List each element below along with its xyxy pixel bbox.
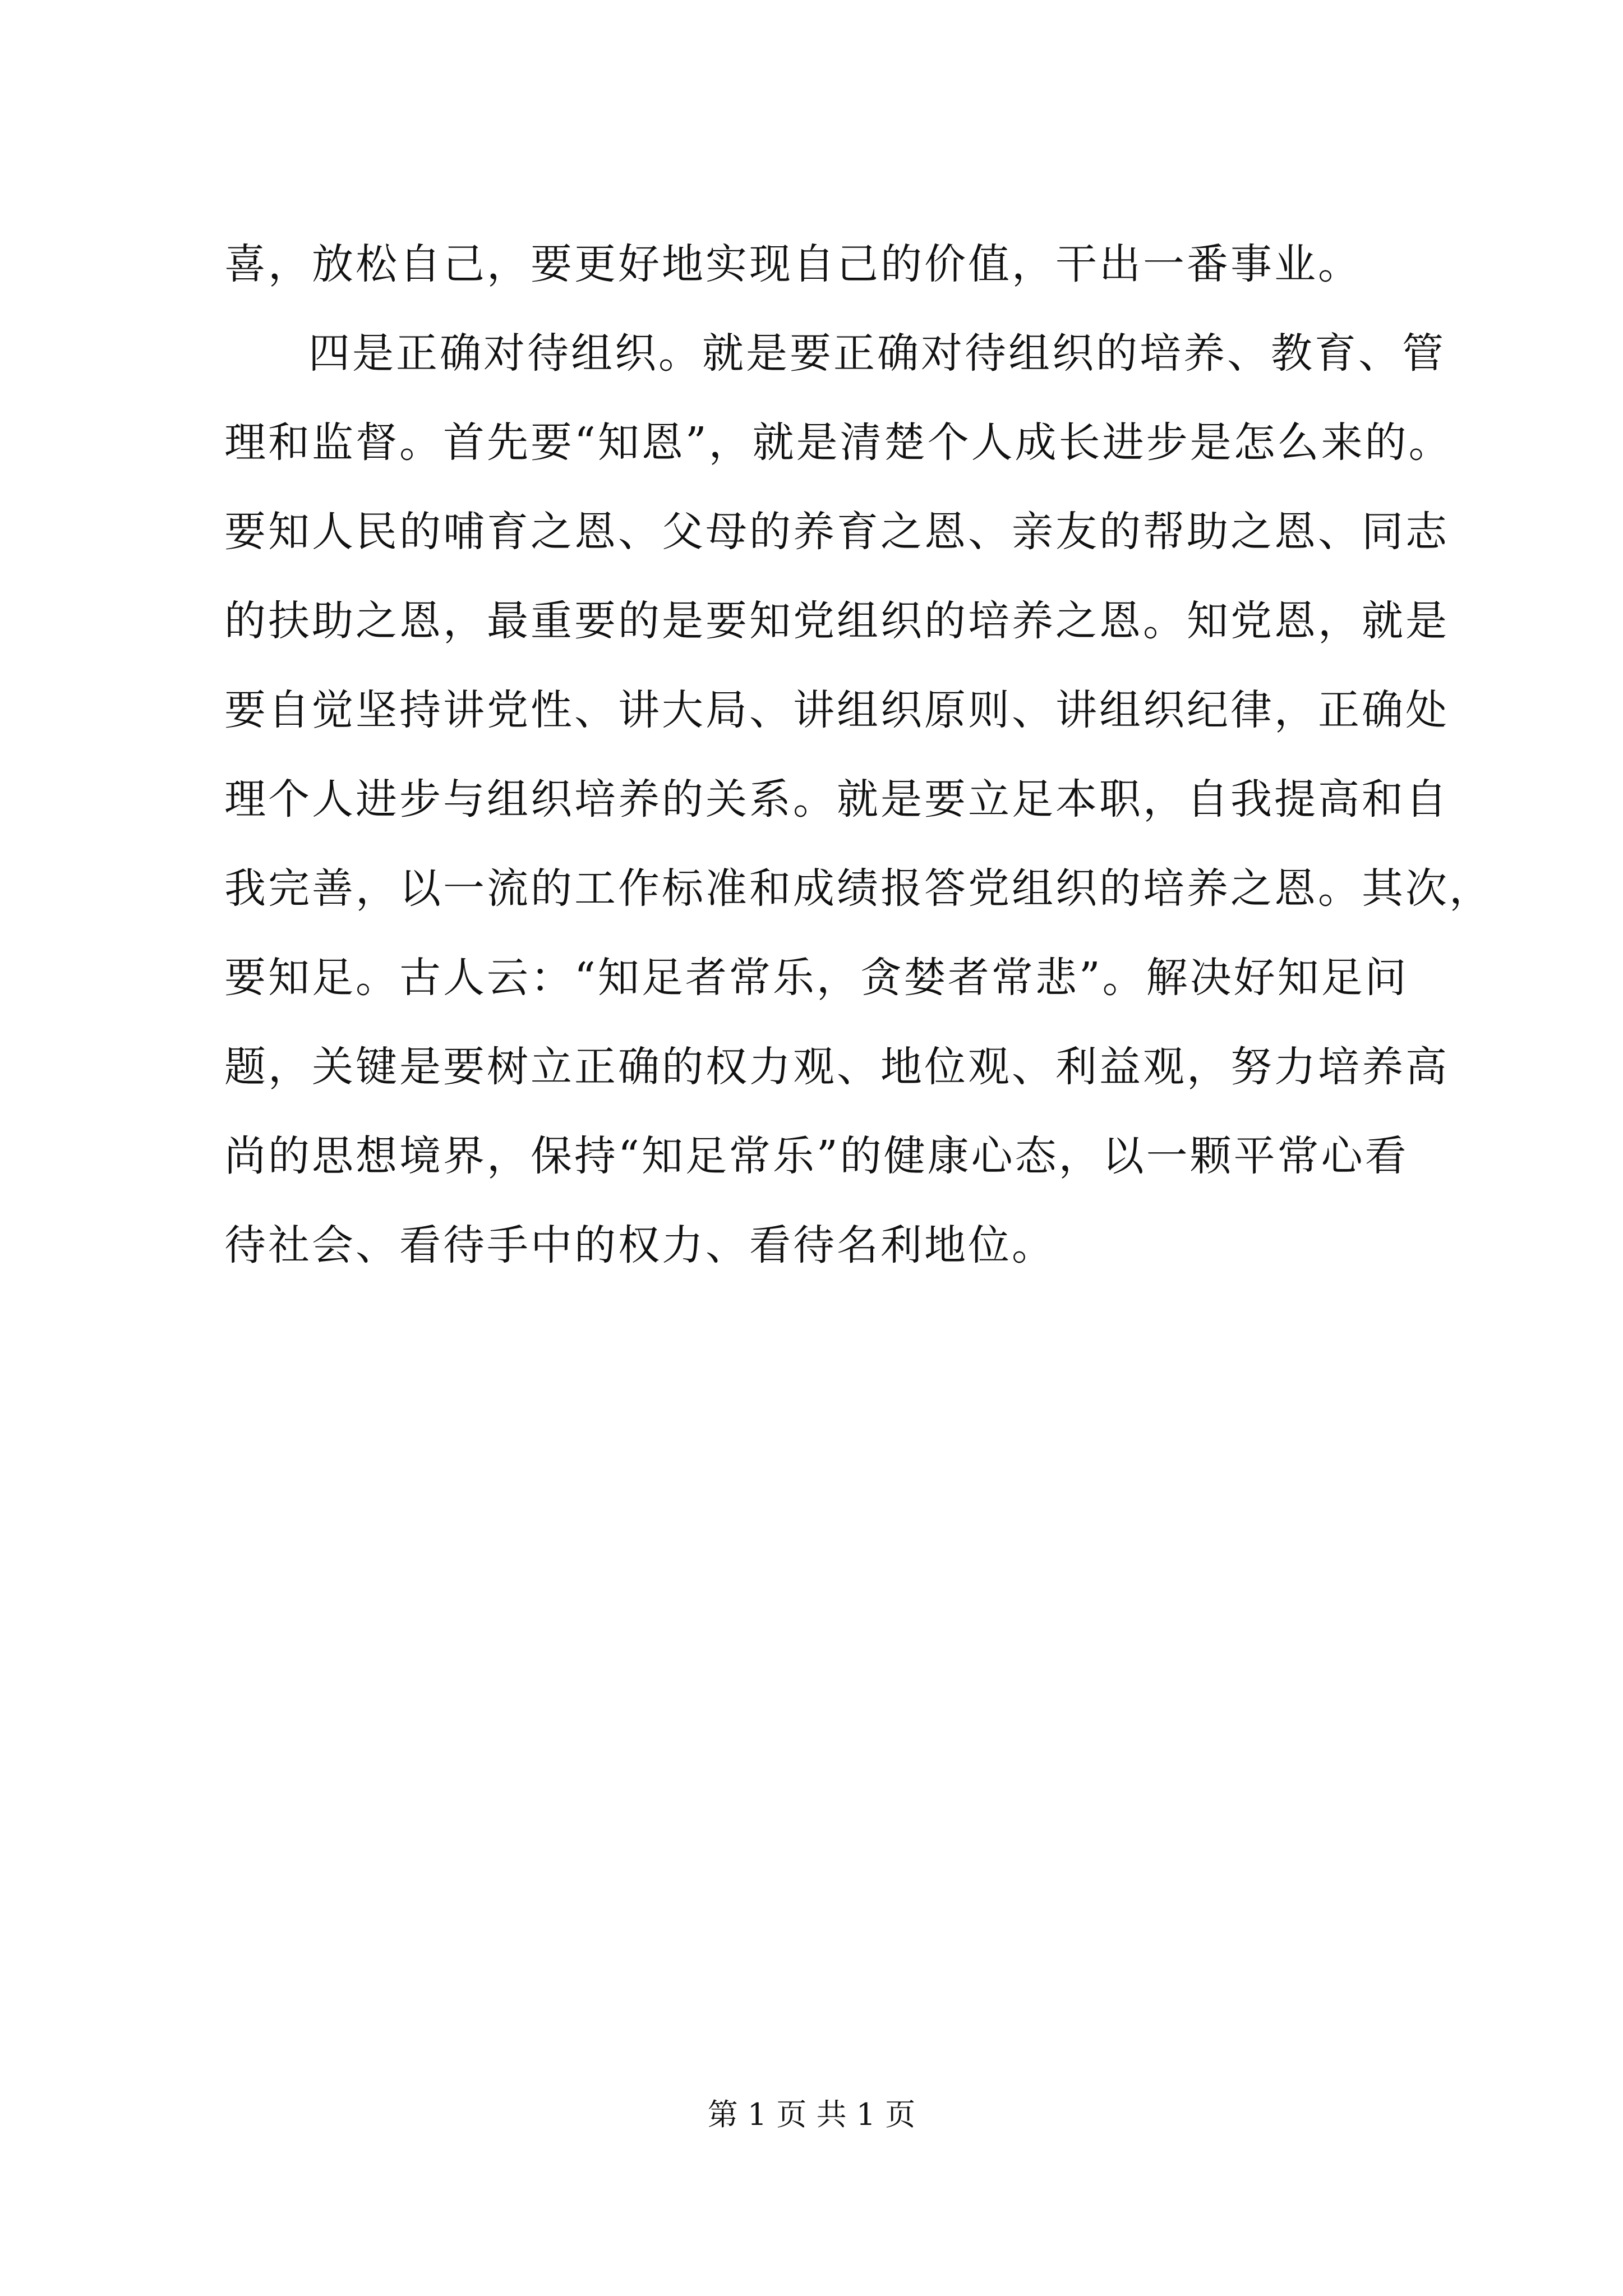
text-line: 尚的思想境界，保持“知足常乐”的健康心态，以一颗平常心看 [224, 1132, 1409, 1180]
text-line: 的扶助之恩，最重要的是要知党组织的培养之恩。知党恩，就是 [224, 597, 1449, 645]
body-text [224, 240, 1493, 1312]
text-line: 理个人进步与组织培养的关系。就是要立足本职，自我提高和自 [224, 775, 1449, 823]
text-line: 待社会、看待手中的权力、看待名利地位。 [224, 1221, 1055, 1269]
text-line: 理和监督。首先要“知恩”，就是清楚个人成长进步是怎么来的。 [224, 418, 1453, 467]
text-line: 我完善，以一流的工作标准和成绩报答党组织的培养之恩。其次， [224, 864, 1493, 913]
text-line: 四是正确对待组织。就是要正确对待组织的培养、教育、管 [308, 329, 1446, 378]
text-line: 喜，放松自己，要更好地实现自己的价值，干出一番事业。 [224, 240, 1362, 288]
text-line: 要知足。古人云：“知足者常乐，贪婪者常悲”。解决好知足问 [224, 954, 1409, 1002]
page-footer: 第 1 页 共 1 页 [707, 2097, 916, 2132]
text-line: 要知人民的哺育之恩、父母的养育之恩、亲友的帮助之恩、同志 [224, 508, 1449, 556]
text-line: 要自觉坚持讲党性、讲大局、讲组织原则、讲组织纪律，正确处 [224, 686, 1449, 734]
text-line: 题，关键是要树立正确的权力观、地位观、利益观，努力培养高 [224, 1043, 1449, 1091]
